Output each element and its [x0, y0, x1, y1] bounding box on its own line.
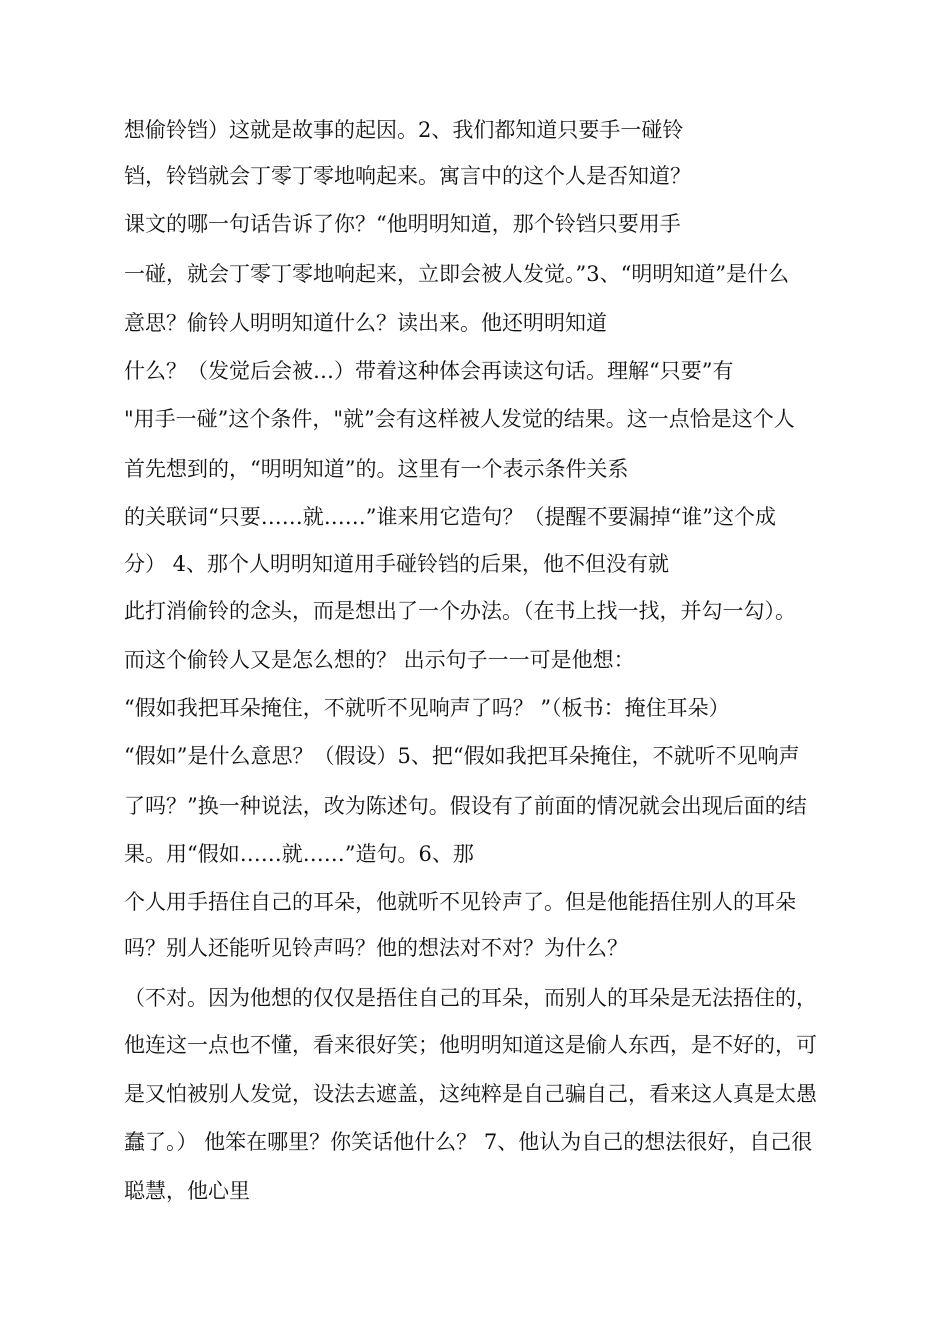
text-line: 意思？偷铃人明明知道什么？读出来。他还明明知道 — [124, 311, 607, 335]
text-line: 什么？（发觉后会被…）带着这种体会再读这句话。理解“只要”有 — [124, 359, 734, 383]
text-line: 而这个偷铃人又是怎么想的？ 出示句子一一可是他想： — [124, 648, 635, 672]
text-line: 聪慧，他心里 — [124, 1179, 250, 1203]
text-line: "用手一碰”这个条件，"就”会有这样被人发觉的结果。这一点恰是这个人 — [124, 407, 795, 431]
text-line: 是又怕被别人发觉，设法去遮盖，这纯粹是自己骗自己，看来这人真是太愚 — [124, 1082, 817, 1106]
text-line: （不对。因为他想的仅仅是捂住自己的耳朵，而别人的耳朵是无法捂住的， — [124, 986, 817, 1010]
text-line: 一碰，就会丁零丁零地响起来，立即会被人发觉。”3、“明明知道”是什么 — [124, 262, 790, 286]
text-line: 分） 4、那个人明明知道用手碰铃铛的后果，他不但没有就 — [124, 552, 670, 576]
text-line: 此打消偷铃的念头，而是想出了一个办法。（在书上找一找，并勾一勾）。 — [124, 599, 796, 623]
text-line: 他连这一点也不懂，看来很好笑；他明明知道这是偷人东西，是不好的，可 — [124, 1033, 817, 1057]
text-line: 个人用手捂住自己的耳朵，他就听不见铃声了。但是他能捂住别人的耳朵 — [124, 890, 796, 914]
text-line: 的关联词“只要……就……”谁来用它造句？（提醒不要漏掉“谁”这个成 — [124, 505, 776, 529]
text-line: “假如”是什么意思？（假设）5、把“假如我把耳朵掩住，不就听不见响声 — [124, 744, 800, 768]
text-line: 果。用“假如……就……”造句。6、那 — [124, 842, 474, 866]
text-line: 蠢了。） 他笨在哪里？你笑话他什么？ 7、他认为自己的想法很好，自己很 — [124, 1130, 813, 1154]
text-line: 了吗？”换一种说法，改为陈述句。假设有了前面的情况就会出现后面的结 — [124, 794, 807, 818]
text-line: 首先想到的，“明明知道”的。这里有一个表示条件关系 — [124, 457, 629, 481]
text-line: “假如我把耳朵掩住，不就听不见响声了吗？ ”（板书：掩住耳朵） — [124, 696, 730, 720]
text-line: 吗？别人还能听见铃声吗？他的想法对不对？为什么？ — [124, 936, 628, 960]
text-line: 铛，铃铛就会丁零丁零地响起来。寓言中的这个人是否知道？ — [124, 164, 691, 188]
text-line: 想偷铃铛）这就是故事的起因。2、我们都知道只要手一碰铃 — [124, 118, 684, 142]
text-line: 课文的哪一句话告诉了你？“他明明知道，那个铃铛只要用手 — [124, 212, 681, 236]
